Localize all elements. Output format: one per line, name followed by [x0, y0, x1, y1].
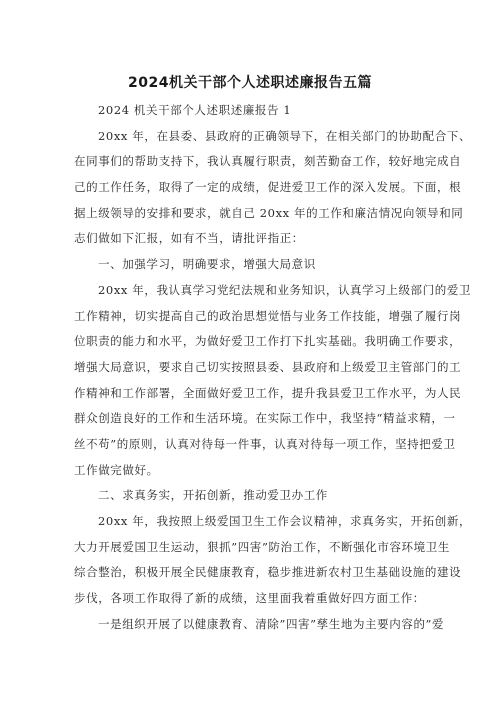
paragraph-line: 20xx 年，我认真学习党纪法规和业务知识，认真学习上级部门的爱卫: [98, 282, 472, 297]
paragraph-line: 作精神和工作部署，全面做好爱卫工作，提升我县爱卫工作水平，为人民: [74, 385, 462, 400]
paragraph-line: 20xx 年，我按照上级爱国卫生工作会议精神，求真务实，开拓创新，: [98, 514, 472, 528]
paragraph-line: 志们做如下汇报，如有不当，请批评指正：: [74, 231, 304, 246]
paragraph-line: 综合整治，积极开展全民健康教育，稳步推进新农村卫生基础设施的建设: [74, 565, 462, 580]
paragraph-line: 己的工作任务，取得了一定的成绩，促进爱卫工作的深入发展。下面，根: [74, 180, 462, 195]
document-title: 2024机关干部个人述职述廉报告五篇: [128, 75, 372, 91]
paragraph-line: 步伐，各项工作取得了新的成绩，这里面我着重做好四方面工作：: [74, 591, 425, 606]
paragraph-line: 位职责的能力和水平，为做好爱卫工作打下扎实基础。我明确工作要求，: [74, 334, 462, 349]
paragraph-line: 工作做完做好。: [74, 462, 159, 477]
paragraph-line: 二、求真务实，开拓创新，推动爱卫办工作: [98, 488, 328, 503]
paragraph-line: 丝不苟”的原则，认真对待每一件事，认真对待每一项工作，坚持把爱卫: [74, 436, 456, 451]
paragraph-line: 20xx 年，在县委、县政府的正确领导下，在相关部门的协助配合下、: [98, 128, 472, 143]
paragraph-line: 工作精神，切实提高自己的政治思想觉悟与业务工作技能，增强了履行岗: [74, 308, 462, 323]
paragraph-line: 据上级领导的安排和要求，就自己 20xx 年的工作和廉洁情况向领导和同: [74, 205, 464, 220]
paragraph-line: 增强大局意识，要求自己切实按照县委、县政府和上级爱卫主管部门的工: [74, 359, 462, 374]
document-body: [74, 98, 472, 637]
paragraph-line: 2024 机关干部个人述职述廉报告 1: [98, 103, 292, 117]
paragraph-line: 群众创造良好的工作和生活环境。在实际工作中，我坚持“精益求精，一: [74, 411, 456, 426]
paragraph-line: 一是组织开展了以健康教育、清除”四害”孳生地为主要内容的”爱: [98, 616, 445, 631]
paragraph-line: 一、加强学习，明确要求，增强大局意识: [98, 257, 316, 272]
paragraph-line: 在同事们的帮助支持下，我认真履行职责，刻苦勤奋工作，较好地完成自: [74, 154, 462, 169]
paragraph-line: 大力开展爱国卫生运动，狠抓”四害”防治工作，不断强化市容环境卫生: [74, 539, 450, 554]
